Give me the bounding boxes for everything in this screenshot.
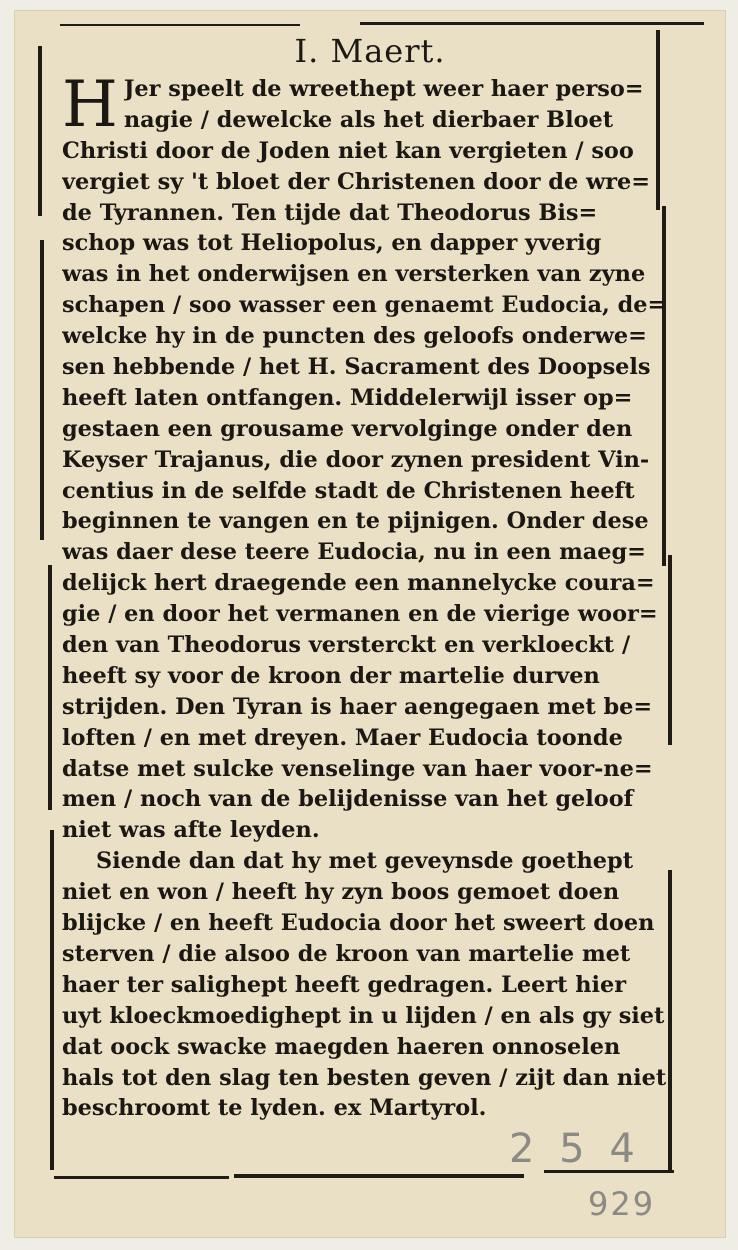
left-border-bottom bbox=[50, 830, 54, 1170]
text-line: heeft sy voor de kroon der martelie durven bbox=[62, 662, 600, 689]
top-rule-left bbox=[60, 24, 300, 26]
text-line: dat oock swacke maegden haeren onnoselen bbox=[62, 1033, 621, 1060]
drop-cap: H bbox=[62, 68, 118, 142]
bottom-rule-left bbox=[54, 1176, 229, 1179]
text-line: de Tyrannen. Ten tijde dat Theodorus Bis= bbox=[62, 199, 598, 226]
text-line: gie / en door het vermanen en de vierige woor= bbox=[62, 601, 658, 628]
text-line: den van Theodorus versterckt en verkloeckt / bbox=[62, 632, 631, 659]
text-line: Jer speelt de wreethept weer haer perso= bbox=[123, 76, 644, 102]
text-line: beginnen te vangen en te pijnigen. Onder dese bbox=[62, 508, 649, 535]
document-page bbox=[14, 10, 726, 1238]
text-line: hals tot den slag ten besten geven / zijt dan niet bbox=[62, 1064, 667, 1091]
text-line: loften / en met dreyen. Maer Eudocia toonde bbox=[62, 724, 623, 751]
text-line: welcke hy in de puncten des geloofs onderwe= bbox=[62, 323, 647, 350]
text-line: Christi door de Joden niet kan vergieten / soo bbox=[62, 137, 634, 164]
top-rule-right bbox=[360, 22, 704, 25]
text-line: beschroomt te lyden. ex Martyrol. bbox=[62, 1095, 487, 1122]
text-line: blijcke / en heeft Eudocia door het sweert doen bbox=[62, 910, 655, 937]
text-line: schop was tot Heliopolus, en dapper yverig bbox=[62, 230, 602, 257]
body-text bbox=[62, 68, 678, 1124]
text-line: Keyser Trajanus, die door zynen president Vin- bbox=[62, 446, 650, 473]
bottom-rule-mid bbox=[234, 1174, 524, 1178]
text-line: was in het onderwijsen en versterken van zyne bbox=[62, 261, 646, 288]
text-line: men / noch van de belijdenisse van het geloof bbox=[62, 786, 634, 813]
text-line: datse met sulcke venselinge van haer voor-ne= bbox=[62, 755, 653, 782]
text-line: Siende dan dat hy met geveynsde goethept bbox=[96, 848, 634, 875]
text-line: schapen / soo wasser een genaemt Eudocia, de= bbox=[62, 292, 667, 319]
text-line: was daer dese teere Eudocia, nu in een maeg= bbox=[62, 539, 646, 566]
text-line: vergiet sy 't bloet der Christenen door de wre= bbox=[62, 168, 651, 195]
text-line: strijden. Den Tyran is haer aengegaen met be= bbox=[62, 693, 653, 720]
text-line: delijck hert draegende een mannelycke coura= bbox=[62, 570, 655, 597]
text-line: heeft laten ontfangen. Middelerwijl isser op= bbox=[62, 384, 633, 411]
text-line: sterven / die alsoo de kroon van martelie met bbox=[62, 940, 631, 967]
text-line: sen hebbende / het H. Sacrament des Doopsels bbox=[62, 354, 651, 381]
handwritten-catalog-number: 929 bbox=[588, 1185, 656, 1223]
paragraph-1 bbox=[62, 68, 678, 846]
text-line: haer ter salighept heeft gedragen. Leert hier bbox=[62, 971, 627, 998]
left-border-top bbox=[38, 46, 42, 216]
handwritten-number: 2 5 4 bbox=[509, 1126, 641, 1172]
text-line: niet en won / heeft hy zyn boos gemoet doen bbox=[62, 879, 620, 906]
left-border-low bbox=[48, 565, 52, 810]
left-border-mid bbox=[40, 240, 44, 540]
text-line: centius in de selfde stadt de Christenen heeft bbox=[62, 477, 635, 504]
page-title: I. Maert. bbox=[294, 32, 446, 70]
text-line: uyt kloeckmoedighept in u lijden / en als gy siet bbox=[62, 1002, 665, 1029]
text-line: niet was afte leyden. bbox=[62, 817, 320, 844]
text-line: nagie / dewelcke als het dierbaer Bloet bbox=[123, 106, 614, 133]
paragraph-2 bbox=[62, 846, 678, 1124]
text-line: gestaen een grousame vervolginge onder den bbox=[62, 415, 633, 442]
